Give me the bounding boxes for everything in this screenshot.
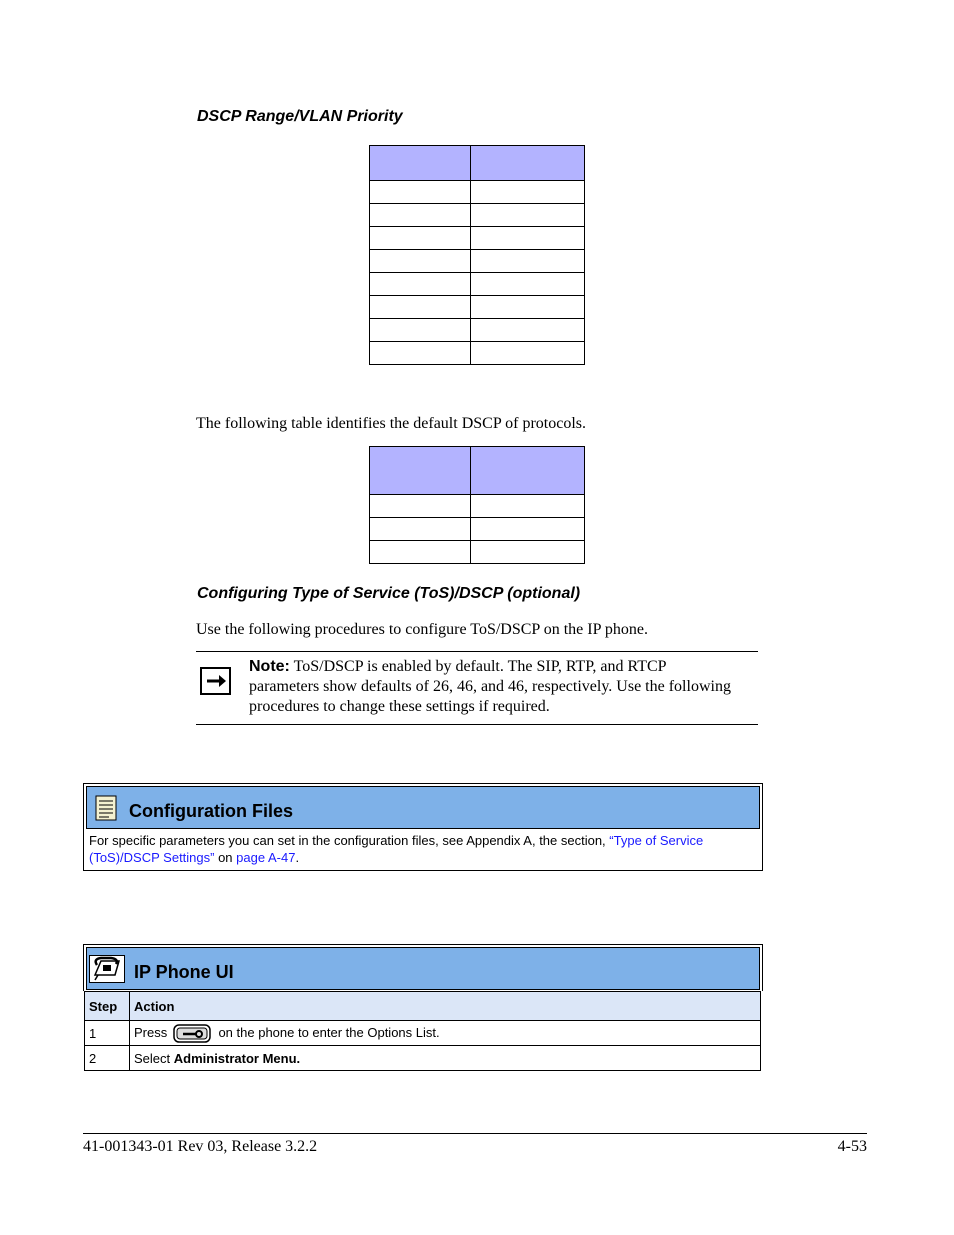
table2-intro-text: The following table identifies the default DSCP of protocols. — [196, 415, 586, 432]
step-action — [130, 1046, 761, 1071]
footer-doc-id: 41-001343-01 Rev 03, Release 3.2.2 — [83, 1138, 318, 1155]
configuration-files-title: Configuration Files — [129, 801, 293, 821]
note-text — [249, 657, 739, 717]
table-row — [85, 1021, 761, 1046]
footer-rule — [83, 1133, 867, 1134]
table-row — [370, 250, 585, 273]
table-header-row — [370, 146, 585, 181]
options-key-icon — [173, 1024, 211, 1043]
ip-phone-ui-title: IP Phone UI — [134, 962, 234, 982]
ip-phone-ui-panel — [83, 944, 763, 991]
ip-phone-steps-table — [84, 991, 761, 1071]
default-dscp-table — [369, 446, 585, 564]
configuration-files-text — [89, 832, 757, 866]
table-row — [370, 227, 585, 250]
dscp-vlan-table — [369, 145, 585, 365]
table-header-row — [370, 447, 585, 495]
step-number: 1 — [85, 1021, 130, 1046]
ip-phone-ui-header — [86, 947, 760, 990]
table-row — [370, 342, 585, 365]
configuration-files-panel — [83, 783, 763, 871]
table-row — [370, 273, 585, 296]
type-of-service-link[interactable]: “Type of Service (ToS)/DSCP Settings” — [89, 833, 704, 865]
config-text-before: For specific parameters you can set in the configuration files, see Appendix A, the section, — [89, 833, 610, 848]
administrator-menu-label: Administrator Menu. — [173, 1050, 301, 1066]
action-column-header: Action — [130, 992, 761, 1021]
table-row — [370, 181, 585, 204]
table-row — [370, 296, 585, 319]
section-heading-dscp-range: DSCP Range/VLAN Priority — [197, 108, 403, 125]
step-number: 2 — [85, 1046, 130, 1071]
table-row — [370, 518, 585, 541]
note-top-rule — [196, 651, 758, 652]
step-action-text: on the phone to enter the Options List. — [214, 1024, 440, 1040]
note-label: Note: — [249, 658, 290, 675]
footer-page-number: 4-53 — [837, 1138, 867, 1155]
config-text-mid: on — [214, 850, 237, 865]
section-heading-configuring-tos: Configuring Type of Service (ToS)/DSCP (optional) — [197, 585, 581, 602]
step-action-text: Press — [134, 1024, 171, 1040]
table-row — [370, 319, 585, 342]
table-row — [370, 204, 585, 227]
configuration-files-header — [86, 786, 760, 829]
phone-icon — [89, 955, 125, 983]
table-row — [370, 495, 585, 518]
table-row — [370, 541, 585, 564]
note-body: ToS/DSCP is enabled by default. The SIP, RTP, and RTCP parameters show defaults of 26, 46, and 46, respectively. Use the following procedures to change these settings if required. — [249, 658, 731, 715]
document-icon — [95, 795, 117, 821]
page-a47-link[interactable]: page A-47 — [236, 850, 296, 865]
step-action-text: Select — [134, 1050, 174, 1066]
procedure-intro-text: Use the following procedures to configure ToS/DSCP on the IP phone. — [196, 621, 649, 638]
steps-header-row — [85, 992, 761, 1021]
step-action — [130, 1021, 761, 1046]
step-column-header: Step — [85, 992, 130, 1021]
table-row — [85, 1046, 761, 1071]
arrow-right-icon — [200, 667, 231, 695]
note-bottom-rule — [196, 724, 758, 725]
config-text-end: . — [295, 850, 300, 865]
